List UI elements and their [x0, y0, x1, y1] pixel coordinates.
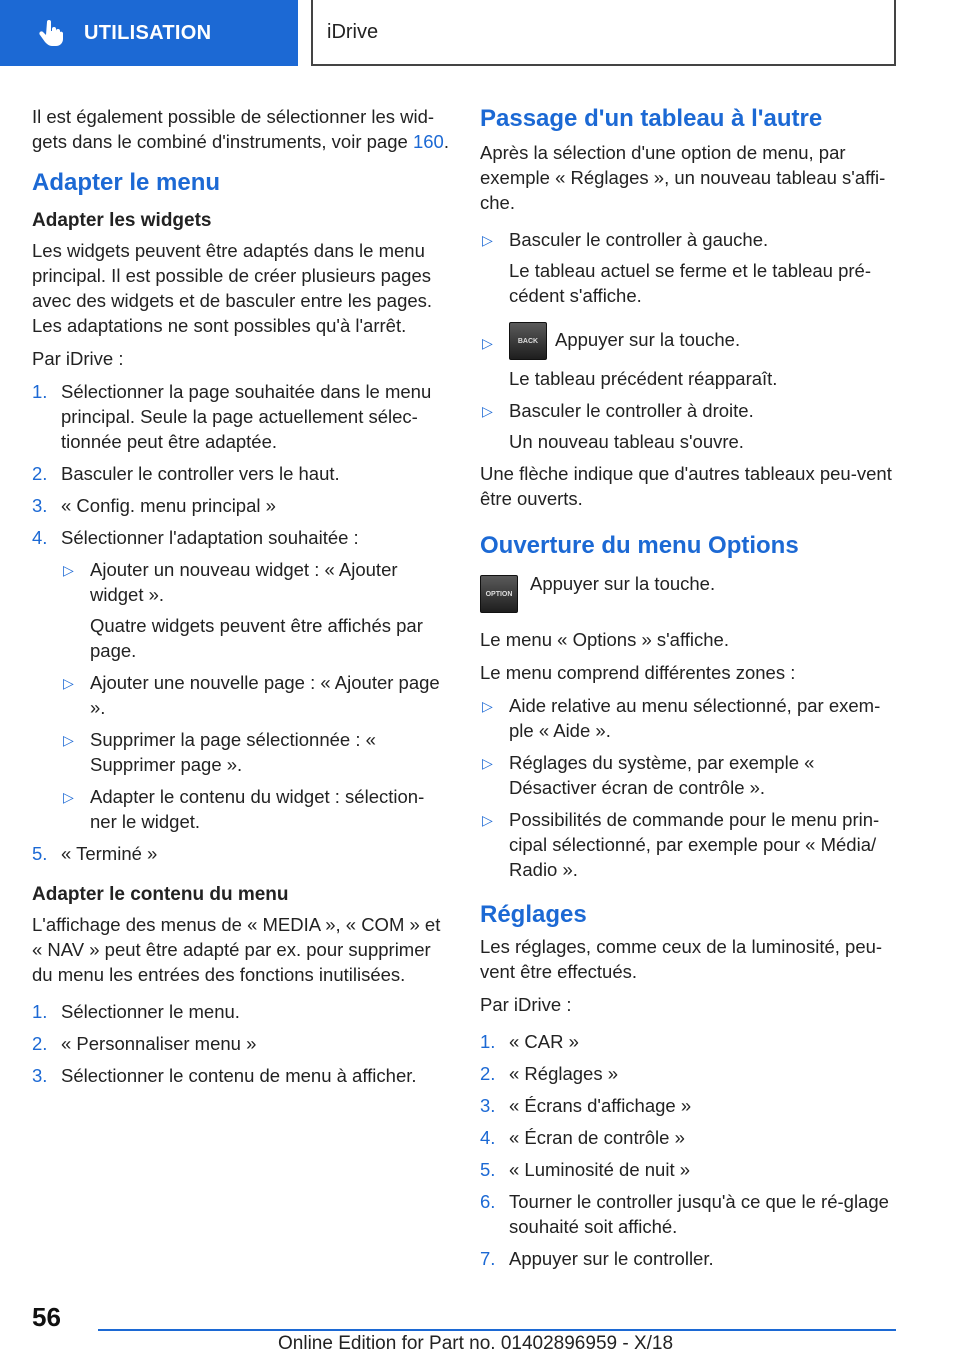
list-item: 6. Tourner le controller jusqu'à ce que le ré-glage souhaité soit affiché.	[480, 1191, 889, 1237]
step-number: 2.	[32, 463, 48, 484]
list-item: ▷ Supprimer la page sélectionnée : « Supprimer page ».	[63, 729, 376, 775]
par-idrive-label: Par iDrive :	[480, 994, 572, 1015]
adaptation-options-list	[61, 557, 450, 834]
list-item: ▷ Basculer le controller à droite. Un nouveau tableau s'ouvre.	[482, 400, 754, 452]
option-key-icon: OPTION	[480, 575, 518, 613]
list-item: ▷ Possibilités de commande pour le menu prin-cipal sélectionné, par exemple pour « Média/ Radio ».	[482, 809, 880, 880]
reglages-paragraph: Les réglages, comme ceux de la luminosité, peu-vent être effectués.	[480, 936, 883, 982]
list-item: ▷ Réglages du système, par exemple « Désactiver écran de contrôle ».	[482, 752, 815, 798]
contenu-paragraph: L'affichage des menus de « MEDIA », « COM » et « NAV » peut être adapté par ex. pour supprimer du menu les entrées des fonctions inutilisées.	[32, 914, 441, 985]
widgets-paragraph: Les widgets peuvent être adaptés dans le menu principal. Il est possible de créer plusieurs pages avec des widgets et de basculer entre les pages. Les adaptations ne sont possibles qu'à l'arrêt.	[32, 240, 433, 336]
reglages-steps-list	[480, 1029, 898, 1271]
list-item: 1. « CAR »	[480, 1031, 579, 1052]
list-item: ▷ BACK Appuyer sur la touche. Le tableau précédent réapparaît.	[480, 322, 898, 391]
heading-passage: Passage d'un tableau à l'autre	[480, 105, 823, 132]
list-item: 3. « Écrans d'affichage »	[480, 1095, 692, 1116]
option-key-row: OPTION Appuyer sur la touche.	[480, 571, 898, 613]
heading-adapter-contenu: Adapter le contenu du menu	[32, 884, 289, 905]
triangle-right-icon: ▷	[482, 335, 493, 351]
triangle-right-icon: ▷	[63, 732, 74, 748]
list-item: 1. Sélectionner la page souhaitée dans le menu principal. Seule la page actuellement sélec-tionnée peut être adaptée.	[32, 381, 432, 452]
step-number: 2.	[32, 1033, 48, 1054]
par-idrive-label: Par iDrive :	[32, 348, 124, 369]
section-tab	[0, 0, 298, 66]
step-number: 3.	[32, 495, 48, 516]
triangle-right-icon: ▷	[482, 755, 493, 771]
widget-steps-list	[32, 379, 450, 866]
step-number: 1.	[32, 381, 48, 402]
topic-title: iDrive	[327, 20, 379, 43]
step-number: 5.	[32, 843, 48, 864]
triangle-right-icon: ▷	[482, 403, 493, 419]
footer-divider	[98, 1329, 896, 1331]
list-item: 2. Basculer le controller vers le haut.	[32, 463, 340, 484]
heading-reglages: Réglages	[480, 901, 587, 928]
left-column	[32, 104, 450, 1095]
menu-affiche-paragraph: Le menu « Options » s'affiche.	[480, 629, 729, 650]
list-item: 2. « Réglages »	[480, 1063, 619, 1084]
hand-pointer-icon	[36, 18, 66, 48]
triangle-right-icon: ▷	[482, 232, 493, 248]
triangle-right-icon: ▷	[482, 698, 493, 714]
triangle-right-icon: ▷	[63, 789, 74, 805]
triangle-right-icon: ▷	[63, 562, 74, 578]
list-item: ▷ Basculer le controller à gauche. Le tableau actuel se ferme et le tableau pré-cédent s'affiche.	[482, 229, 872, 306]
passage-list	[480, 227, 898, 454]
step-number: 5.	[480, 1159, 496, 1180]
page-link[interactable]: 160	[412, 131, 444, 152]
list-item: ▷ Aide relative au menu sélectionné, par exem-ple « Aide ».	[482, 695, 881, 741]
heading-adapter-menu: Adapter le menu	[32, 169, 221, 196]
step-number: 4.	[32, 527, 48, 548]
step-number: 3.	[480, 1095, 496, 1116]
list-item: 5. « Luminosité de nuit »	[480, 1159, 691, 1180]
heading-ouverture: Ouverture du menu Options	[480, 532, 799, 559]
contenu-steps-list	[32, 999, 450, 1088]
footer-edition: Online Edition for Part no. 01402896959 - X/18	[278, 1333, 674, 1354]
triangle-right-icon: ▷	[482, 812, 493, 828]
step-number: 1.	[32, 1001, 48, 1022]
back-key-icon: BACK	[509, 322, 547, 360]
step-number: 7.	[480, 1248, 496, 1269]
list-item: ▷ Adapter le contenu du widget : sélection-ner le widget.	[63, 786, 425, 832]
list-item: ▷ Ajouter un nouveau widget : « Ajouter widget ». Quatre widgets peuvent être affichés par page.	[63, 559, 423, 661]
step-number: 3.	[32, 1065, 48, 1086]
list-item: 4. « Écran de contrôle »	[480, 1127, 685, 1148]
fleche-paragraph: Une flèche indique que d'autres tableaux peu-vent être ouverts.	[480, 463, 892, 509]
list-item: 2. « Personnaliser menu »	[32, 1033, 257, 1054]
heading-adapter-widgets: Adapter les widgets	[32, 210, 212, 231]
step-number: 6.	[480, 1191, 496, 1212]
section-title: UTILISATION	[84, 21, 212, 44]
page-number: 56	[32, 1302, 61, 1332]
step-number: 4.	[480, 1127, 496, 1148]
list-item: 1. Sélectionner le menu.	[32, 1001, 240, 1022]
list-item: 7. Appuyer sur le controller.	[480, 1248, 714, 1269]
topic-tab	[311, 0, 896, 66]
list-item: ▷ Ajouter une nouvelle page : « Ajouter page ».	[63, 672, 440, 718]
list-item: 3. « Config. menu principal »	[32, 495, 276, 516]
right-column	[480, 104, 898, 1278]
list-item: 4. Sélectionner l'adaptation souhaitée : ▷ Ajouter un nouveau widget : « Ajouter widget ». Quatre widgets peuvent être affichés par page. ▷ Ajouter une nouvelle page : « Ajouter page ». ▷ Supprimer la page sélectionnée : « Supprimer page ». ▷ Adapter le contenu du widget : sélection-ner le widget.	[32, 525, 450, 834]
intro-paragraph: Il est également possible de sélectionner les wid-gets dans le combiné d'instruments, voir page 160.	[32, 106, 449, 152]
menu-zones-paragraph: Le menu comprend différentes zones :	[480, 662, 796, 683]
list-item: 3. Sélectionner le contenu de menu à afficher.	[32, 1065, 417, 1086]
zones-list	[480, 693, 898, 882]
step-number: 1.	[480, 1031, 496, 1052]
step-number: 2.	[480, 1063, 496, 1084]
passage-paragraph: Après la sélection d'une option de menu, par exemple « Réglages », un nouveau tableau s'affi-che.	[480, 142, 886, 213]
triangle-right-icon: ▷	[63, 675, 74, 691]
list-item: 5. « Terminé »	[32, 843, 158, 864]
